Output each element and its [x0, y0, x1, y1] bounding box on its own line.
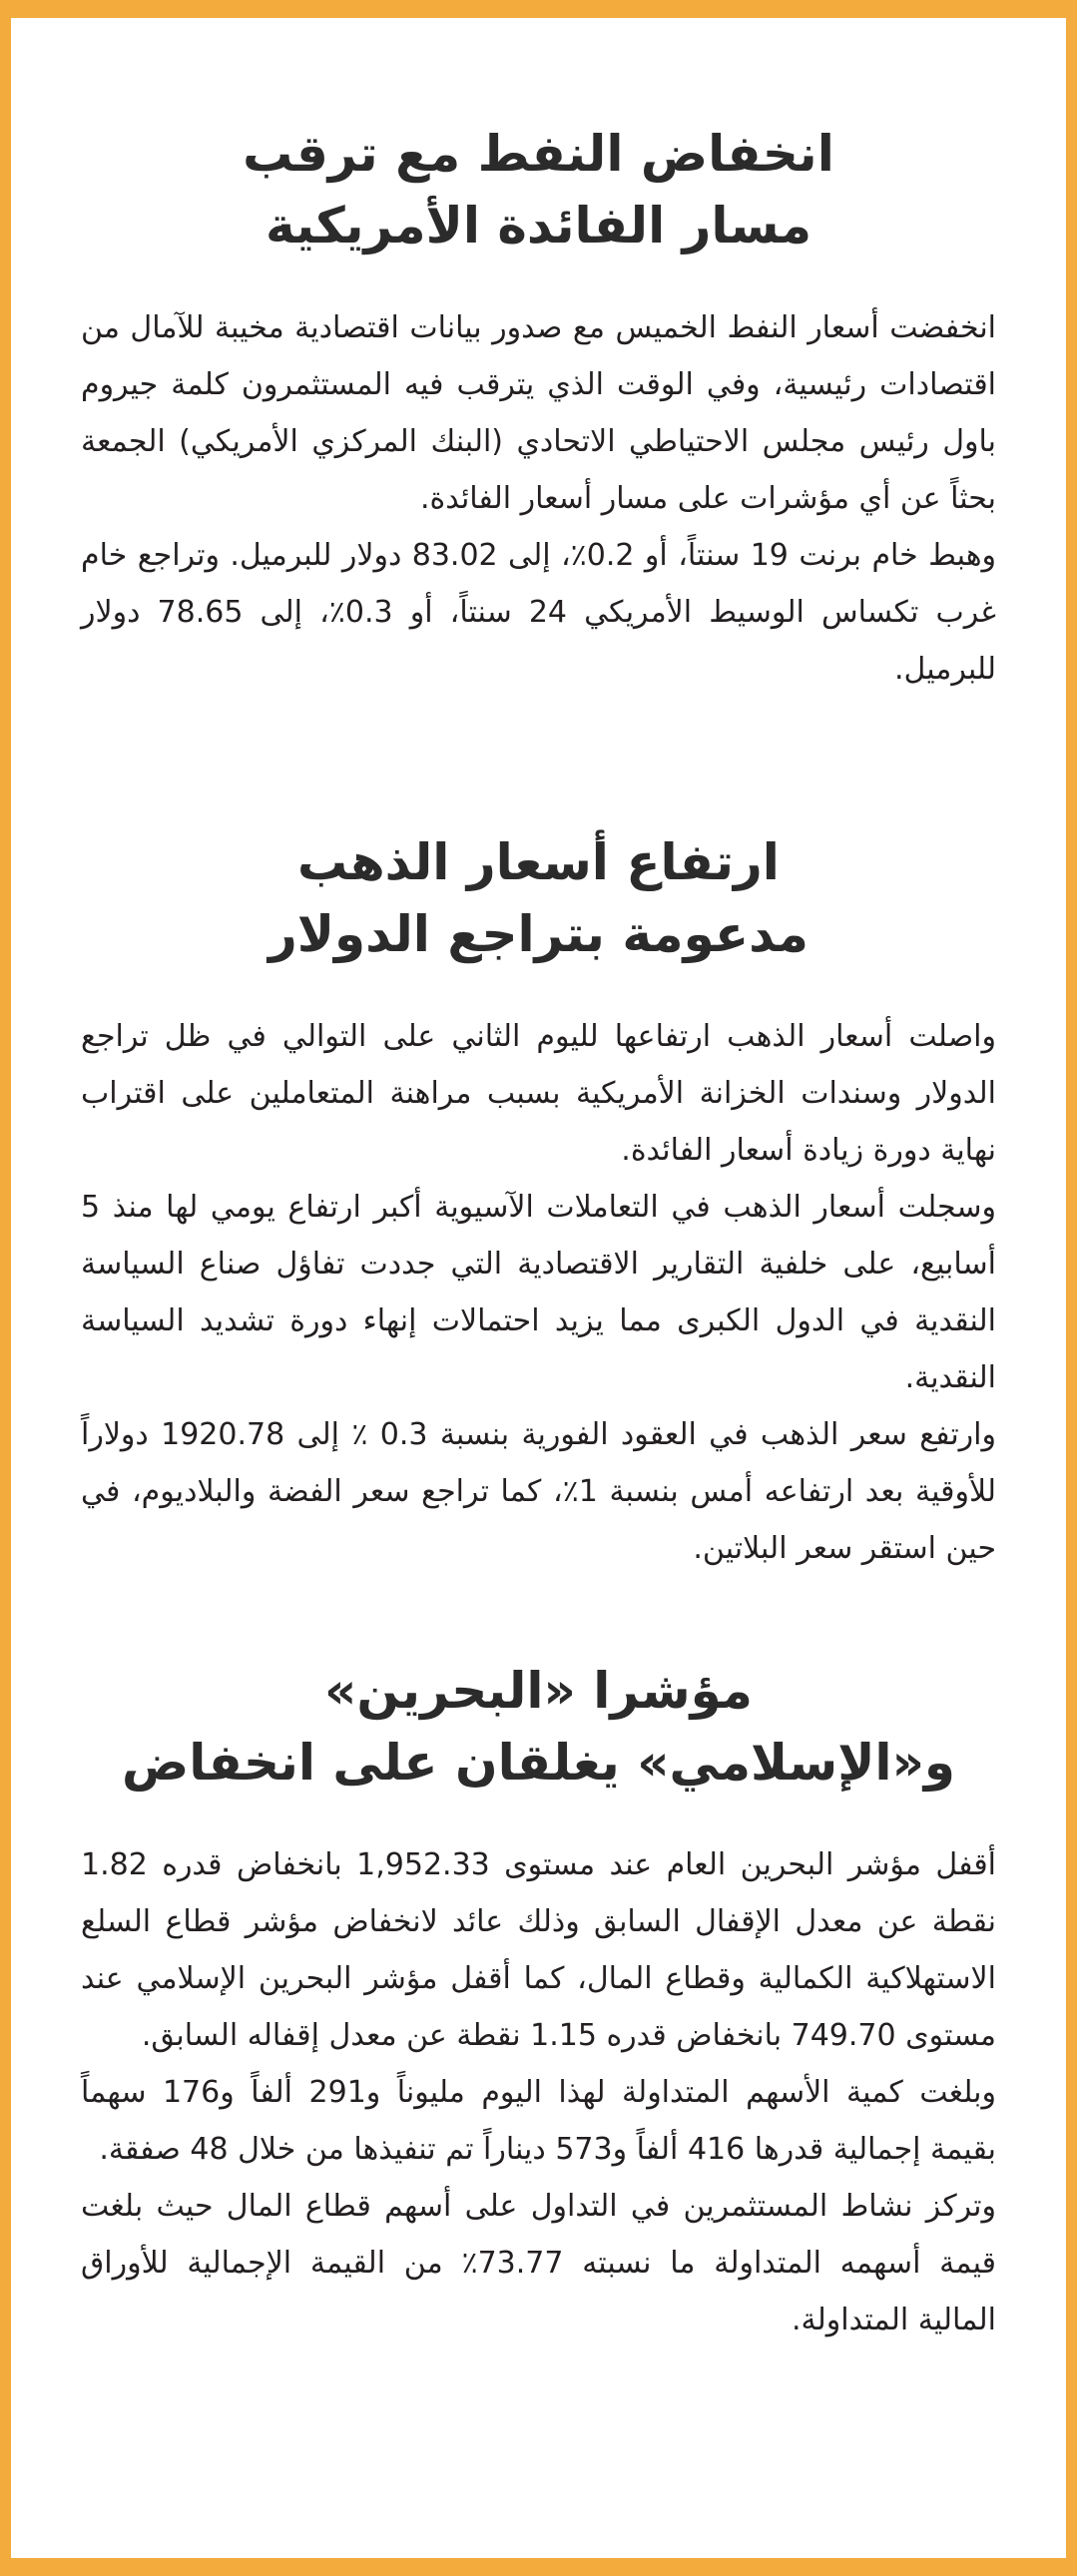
- article-body: [81, 299, 996, 698]
- article-body: [81, 1836, 996, 2348]
- article-oil: [81, 118, 996, 698]
- article-headline: [81, 1655, 996, 1799]
- article-paragraph: وتركز نشاط المستثمرين في التداول على أسهم قطاع المال حيث بلغت قيمة أسهمه المتداولة ما نسبته 73.77٪ من القيمة الإجمالية للأوراق المالية المتداولة.: [81, 2189, 996, 2337]
- article-gold: [81, 826, 996, 1577]
- content-panel: [11, 18, 1066, 2558]
- article-paragraph: وارتفع سعر الذهب في العقود الفورية بنسبة 0.3 ٪ إلى 1920.78 دولاراً للأوقية بعد ارتفاعه أمس بنسبة 1٪، كما تراجع سعر الفضة والبلاديوم، في حين استقر سعر البلاتين.: [81, 1417, 997, 1566]
- headline-line: و«الإسلامي» يغلقان على انخفاض: [122, 1734, 955, 1792]
- headline-line: انخفاض النفط مع ترقب: [243, 125, 834, 183]
- article-paragraph: وسجلت أسعار الذهب في التعاملات الآسيوية أكبر ارتفاع يومي لها منذ 5 أسابيع، على خلفية التقارير الاقتصادية التي جددت تفاؤل صناع السياسة النقدية في الدول الكبرى مما يزيد احتمالات إنهاء دورة تشديد السياسة النقدية.: [81, 1190, 996, 1395]
- article-bahrain-index: [81, 1655, 996, 2348]
- article-paragraph: وهبط خام برنت 19 سنتاً، أو 0.2٪، إلى 83.02 دولار للبرميل. وتراجع خام غرب تكساس الوسيط الأمريكي 24 سنتاً، أو 0.3٪، إلى 78.65 دولار للبرميل.: [81, 538, 997, 687]
- article-paragraph: أقفل مؤشر البحرين العام عند مستوى 1,952.33 بانخفاض قدره 1.82 نقطة عن معدل الإقفال السابق وذلك عائد لانخفاض مؤشر قطاع السلع الاستهلاكية الكمالية وقطاع المال، كما أقفل مؤشر البحرين الإسلامي عند مستوى 749.70 بانخفاض قدره 1.15 نقطة عن معدل إقفاله السابق.: [81, 1847, 996, 2053]
- article-paragraph: واصلت أسعار الذهب ارتفاعها لليوم الثاني على التوالي في ظل تراجع الدولار وسندات الخزانة الأمريكية بسبب مراهنة المتعاملين على اقتراب نهاية دورة زيادة أسعار الفائدة.: [81, 1019, 996, 1168]
- article-paragraph: انخفضت أسعار النفط الخميس مع صدور بيانات اقتصادية مخيبة للآمال من اقتصادات رئيسية، وفي الوقت الذي يترقب فيه المستثمرون كلمة جيروم باول رئيس مجلس الاحتياطي الاتحادي (البنك المركزي الأمريكي) الجمعة بحثاً عن أي مؤشرات على مسار أسعار الفائدة.: [81, 310, 996, 516]
- article-paragraph: وبلغت كمية الأسهم المتداولة لهذا اليوم مليوناً و291 ألفاً و176 سهماً بقيمة إجمالية قدرها 416 ألفاً و573 ديناراً تم تنفيذها من خلال 48 صفقة.: [81, 2075, 996, 2167]
- article-headline: [81, 826, 996, 970]
- headline-line: ارتفاع أسعار الذهب: [297, 833, 780, 891]
- article-headline: [81, 118, 996, 261]
- headline-line: مؤشرا «البحرين»: [324, 1662, 753, 1720]
- article-body: [81, 1008, 996, 1577]
- headline-line: مسار الفائدة الأمريكية: [265, 197, 812, 255]
- headline-line: مدعومة بتراجع الدولار: [269, 905, 808, 963]
